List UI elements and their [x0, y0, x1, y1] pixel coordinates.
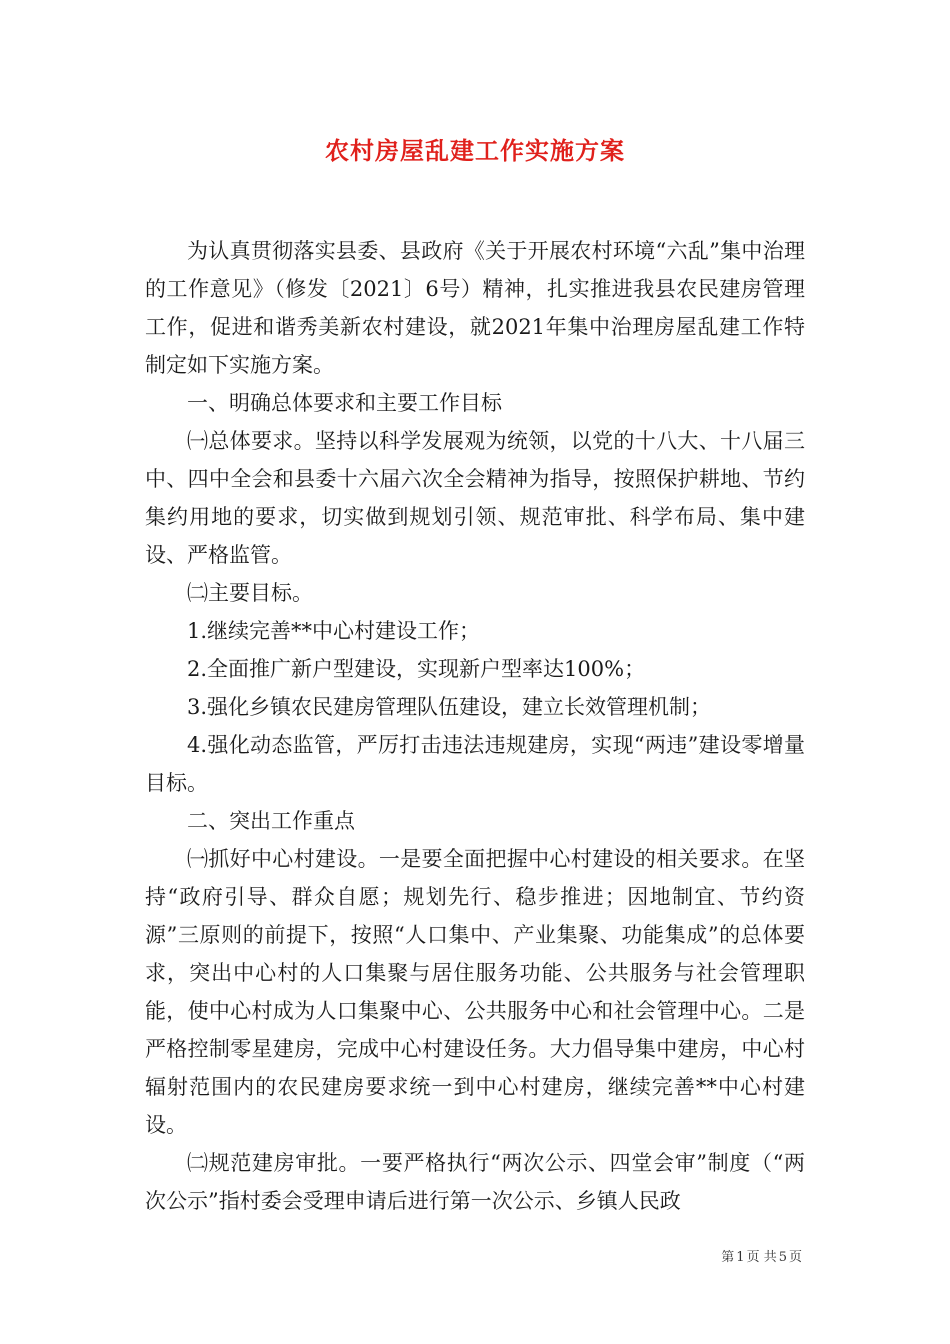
list-item-goal-1: 1.继续完善**中心村建设工作； — [187, 619, 481, 643]
paragraph-main-goals: ㈡主要目标。 — [187, 581, 313, 605]
footer-middle: 页 共 — [746, 1250, 777, 1265]
footer-current-page: 1 — [736, 1250, 745, 1265]
footer-prefix: 第 — [721, 1250, 735, 1265]
paragraph-overall-requirements: ㈠总体要求。坚持以科学发展观为统领，以党的十八大、十八届三中、四中全会和县委十六届六次全会精神为指导，按照保护耕地、节约集约用地的要求，切实做到规划引领、规范审批、科学布局、集中建设、严格监管。 — [145, 429, 805, 567]
footer-total-pages: 5 — [778, 1250, 787, 1265]
list-item-goal-3: 3.强化乡镇农民建房管理队伍建设，建立长效管理机制； — [187, 695, 712, 719]
paragraph-central-village: ㈠抓好中心村建设。一是要全面把握中心村建设的相关要求。在坚持“政府引导、群众自愿；规划先行、稳步推进；因地制宜、节约资源”三原则的前提下，按照“人口集中、产业集聚、功能集成”的总体要求，突出中心村的人口集聚与居住服务功能、公共服务与社会管理职能，使中心村成为人口集聚中心、公共服务中心和社会管理中心。二是严格控制零星建房，完成中心村建设任务。大力倡导集中建房，中心村辐射范围内的农民建房要求统一到中心村建房，继续完善**中心村建设。 — [145, 847, 805, 1137]
paragraph-approval: ㈡规范建房审批。一要严格执行“两次公示、四堂会审”制度（“两次公示”指村委会受理申请后进行第一次公示、乡镇人民政 — [145, 1151, 805, 1213]
document-title: 农村房屋乱建工作实施方案 — [325, 136, 625, 165]
heading-section-2: 二、突出工作重点 — [187, 809, 355, 833]
document-body — [145, 232, 805, 1220]
list-item-goal-2: 2.全面推广新户型建设，实现新户型率达100%； — [187, 657, 646, 681]
footer-suffix: 页 — [788, 1250, 802, 1265]
page-footer — [0, 1246, 803, 1265]
paragraph-intro: 为认真贯彻落实县委、县政府《关于开展农村环境“六乱”集中治理的工作意见》（修发〔2021〕6号）精神，扎实推进我县农民建房管理工作，促进和谐秀美新农村建设，就2021年集中治理房屋乱建工作特制定如下实施方案。 — [145, 239, 805, 377]
heading-section-1: 一、明确总体要求和主要工作目标 — [187, 391, 502, 415]
list-item-goal-4: 4.强化动态监管，严厉打击违法违规建房，实现“两违”建设零增量目标。 — [145, 733, 805, 795]
